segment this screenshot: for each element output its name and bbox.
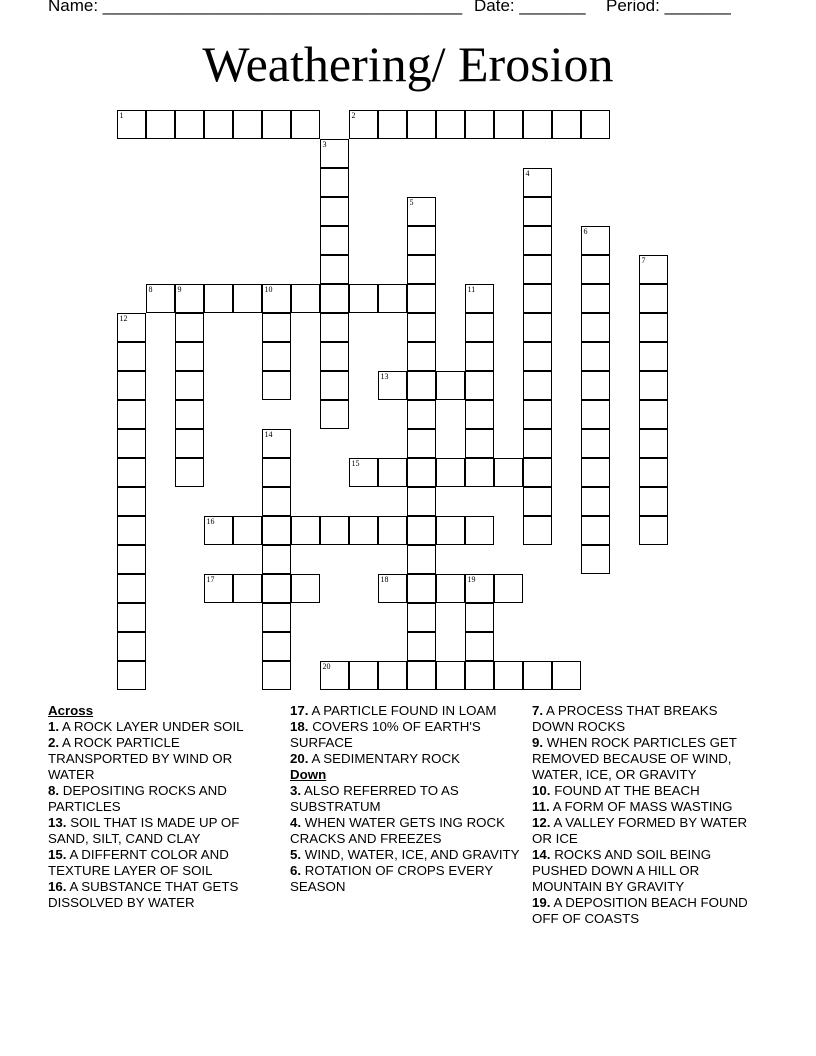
grid-cell[interactable] [436, 661, 465, 690]
grid-cell[interactable] [117, 516, 146, 545]
grid-cell[interactable] [349, 661, 378, 690]
grid-cell[interactable] [523, 110, 552, 139]
grid-cell[interactable] [175, 110, 204, 139]
grid-cell[interactable] [407, 313, 436, 342]
grid-cell[interactable] [407, 545, 436, 574]
clue-text: A SUBSTANCE THAT GETS DISSOLVED BY WATER [48, 879, 239, 910]
grid-cell[interactable] [291, 516, 320, 545]
across-heading: Across [48, 703, 94, 718]
clue-text: WHEN WATER GETS ING ROCK CRACKS AND FREEZES [290, 815, 505, 846]
grid-cell[interactable] [407, 255, 436, 284]
clue-label: 13. [48, 815, 67, 830]
across-clue [48, 847, 280, 879]
clue-number: 9 [177, 284, 182, 294]
grid-cell[interactable] [262, 342, 291, 371]
grid-cell[interactable] [465, 429, 494, 458]
down-heading: Down [290, 767, 327, 782]
clue-text: COVERS 10% OF EARTH'S SURFACE [290, 719, 481, 750]
clue-label: 20. [290, 751, 309, 766]
clue-text: A VALLEY FORMED BY WATER OR ICE [532, 815, 748, 846]
clue-label: 9. [532, 735, 544, 750]
grid-cell[interactable] [581, 226, 610, 255]
down-clue [532, 799, 762, 815]
grid-cell[interactable] [117, 429, 146, 458]
clue-label: 12. [532, 815, 551, 830]
grid-cell[interactable] [523, 400, 552, 429]
grid-cell[interactable] [523, 458, 552, 487]
grid-cell[interactable] [494, 661, 523, 690]
grid-cell[interactable] [320, 255, 349, 284]
grid-cell[interactable] [581, 284, 610, 313]
grid-cell[interactable] [378, 574, 407, 603]
grid-cell[interactable] [465, 110, 494, 139]
grid-cell[interactable] [581, 429, 610, 458]
clue-number: 4 [525, 168, 530, 178]
grid-cell[interactable] [639, 342, 668, 371]
grid-cell[interactable] [465, 632, 494, 661]
clue-text: A SEDIMENTARY ROCK [308, 751, 460, 766]
grid-cell[interactable] [436, 458, 465, 487]
clue-label: 19. [532, 895, 551, 910]
clue-column-1 [48, 703, 280, 911]
clue-number: 10 [264, 284, 273, 294]
grid-cell[interactable] [262, 545, 291, 574]
across-clue [48, 719, 280, 735]
clue-label: 17. [290, 703, 309, 718]
grid-cell[interactable] [204, 110, 233, 139]
grid-cell[interactable] [552, 110, 581, 139]
grid-cell[interactable] [262, 516, 291, 545]
down-clue [532, 815, 762, 847]
grid-cell[interactable] [262, 458, 291, 487]
grid-cell[interactable] [436, 516, 465, 545]
grid-cell[interactable] [407, 487, 436, 516]
grid-cell[interactable] [465, 313, 494, 342]
grid-cell[interactable] [523, 487, 552, 516]
down-clue [290, 847, 520, 863]
clue-text: A DEPOSITION BEACH FOUND OFF OF COASTS [532, 895, 748, 926]
grid-cell[interactable] [407, 574, 436, 603]
clue-number: 20 [322, 661, 331, 671]
down-clue [290, 783, 520, 815]
clue-number: 5 [409, 197, 414, 207]
clue-label: 10. [532, 783, 551, 798]
grid-cell[interactable] [175, 313, 204, 342]
down-clue [532, 847, 762, 895]
grid-cell[interactable] [465, 516, 494, 545]
grid-cell[interactable] [117, 458, 146, 487]
period-field[interactable]: Period: _______ [606, 0, 731, 15]
clue-column-3 [532, 703, 762, 927]
grid-cell[interactable] [581, 371, 610, 400]
clue-label: 16. [48, 879, 67, 894]
grid-cell[interactable] [581, 458, 610, 487]
grid-cell[interactable] [117, 632, 146, 661]
grid-cell[interactable] [465, 371, 494, 400]
grid-cell[interactable] [523, 226, 552, 255]
grid-cell[interactable] [465, 574, 494, 603]
grid-cell[interactable] [320, 661, 349, 690]
down-clue [532, 735, 762, 783]
grid-cell[interactable] [523, 197, 552, 226]
clue-number: 3 [322, 139, 327, 149]
grid-cell[interactable] [291, 574, 320, 603]
grid-cell[interactable] [204, 516, 233, 545]
clue-text: WIND, WATER, ICE, AND GRAVITY [301, 847, 520, 862]
grid-cell[interactable] [262, 284, 291, 313]
grid-cell[interactable] [523, 255, 552, 284]
grid-cell[interactable] [175, 458, 204, 487]
grid-cell[interactable] [349, 284, 378, 313]
grid-cell[interactable] [233, 110, 262, 139]
clue-number: 14 [264, 429, 273, 439]
grid-cell[interactable] [117, 371, 146, 400]
grid-cell[interactable] [204, 574, 233, 603]
grid-cell[interactable] [146, 284, 175, 313]
grid-cell[interactable] [233, 516, 262, 545]
grid-cell[interactable] [581, 313, 610, 342]
grid-cell[interactable] [262, 632, 291, 661]
across-clue [48, 783, 280, 815]
grid-cell[interactable] [320, 371, 349, 400]
clue-text: WHEN ROCK PARTICLES GET REMOVED BECAUSE OF WIND, WATER, ICE, OR GRAVITY [532, 735, 737, 782]
clue-number: 19 [467, 574, 476, 584]
clue-number: 11 [467, 284, 476, 294]
clue-label: 15. [48, 847, 67, 862]
clue-column-2 [290, 703, 520, 895]
grid-cell[interactable] [320, 168, 349, 197]
clue-number: 8 [148, 284, 153, 294]
clue-label: 1. [48, 719, 60, 734]
grid-cell[interactable] [581, 400, 610, 429]
grid-cell[interactable] [349, 516, 378, 545]
grid-cell[interactable] [523, 168, 552, 197]
clue-text: DEPOSITING ROCKS AND PARTICLES [48, 783, 227, 814]
grid-cell[interactable] [581, 342, 610, 371]
clue-text: A PROCESS THAT BREAKS DOWN ROCKS [532, 703, 718, 734]
across-clue [48, 815, 280, 847]
grid-cell[interactable] [436, 110, 465, 139]
grid-cell[interactable] [117, 487, 146, 516]
clue-label: 5. [290, 847, 302, 862]
grid-cell[interactable] [320, 284, 349, 313]
page-title: Weathering/ Erosion [202, 36, 614, 92]
grid-cell[interactable] [523, 284, 552, 313]
grid-cell[interactable] [117, 603, 146, 632]
clue-number: 16 [206, 516, 215, 526]
grid-cell[interactable] [639, 487, 668, 516]
grid-cell[interactable] [117, 574, 146, 603]
down-clue [290, 863, 520, 895]
grid-cell[interactable] [639, 458, 668, 487]
grid-cell[interactable] [117, 661, 146, 690]
clue-label: 4. [290, 815, 302, 830]
grid-cell[interactable] [407, 429, 436, 458]
grid-cell[interactable] [639, 255, 668, 284]
grid-cell[interactable] [436, 574, 465, 603]
clue-text: SOIL THAT IS MADE UP OF SAND, SILT, CAND CLAY [48, 815, 240, 846]
grid-cell[interactable] [320, 400, 349, 429]
grid-cell[interactable] [175, 429, 204, 458]
grid-cell[interactable] [465, 400, 494, 429]
grid-cell[interactable] [262, 371, 291, 400]
clue-text: ROTATION OF CROPS EVERY SEASON [290, 863, 493, 894]
grid-cell[interactable] [407, 284, 436, 313]
grid-cell[interactable] [436, 371, 465, 400]
down-clue [532, 895, 762, 927]
grid-cell[interactable] [639, 313, 668, 342]
grid-cell[interactable] [262, 603, 291, 632]
grid-cell[interactable] [494, 458, 523, 487]
grid-cell[interactable] [378, 661, 407, 690]
grid-cell[interactable] [262, 487, 291, 516]
grid-cell[interactable] [378, 284, 407, 313]
grid-cell[interactable] [117, 313, 146, 342]
grid-cell[interactable] [291, 284, 320, 313]
grid-cell[interactable] [262, 313, 291, 342]
grid-cell[interactable] [581, 516, 610, 545]
grid-cell[interactable] [465, 458, 494, 487]
down-clue [532, 703, 762, 735]
grid-cell[interactable] [581, 545, 610, 574]
grid-cell[interactable] [320, 313, 349, 342]
clue-text: ROCKS AND SOIL BEING PUSHED DOWN A HILL OR MOUNTAIN BY GRAVITY [532, 847, 712, 894]
grid-cell[interactable] [407, 110, 436, 139]
clue-number: 6 [583, 226, 588, 236]
clue-text: A PARTICLE FOUND IN LOAM [308, 703, 497, 718]
grid-cell[interactable] [378, 516, 407, 545]
grid-cell[interactable] [204, 284, 233, 313]
grid-cell[interactable] [320, 197, 349, 226]
clue-text: A FORM OF MASS WASTING [549, 799, 733, 814]
grid-cell[interactable] [175, 284, 204, 313]
grid-cell[interactable] [407, 661, 436, 690]
clue-number: 17 [206, 574, 215, 584]
down-clue [532, 783, 762, 799]
clue-number: 7 [641, 255, 646, 265]
grid-cell[interactable] [407, 458, 436, 487]
grid-cell[interactable] [233, 284, 262, 313]
grid-cell[interactable] [465, 342, 494, 371]
grid-cell[interactable] [639, 516, 668, 545]
clue-number: 12 [119, 313, 128, 323]
grid-cell[interactable] [349, 458, 378, 487]
grid-cell[interactable] [262, 661, 291, 690]
grid-cell[interactable] [320, 516, 349, 545]
grid-cell[interactable] [320, 342, 349, 371]
grid-cell[interactable] [407, 400, 436, 429]
clue-label: 6. [290, 863, 302, 878]
grid-cell[interactable] [639, 371, 668, 400]
grid-cell[interactable] [407, 342, 436, 371]
grid-cell[interactable] [523, 661, 552, 690]
grid-cell[interactable] [552, 661, 581, 690]
grid-cell[interactable] [175, 342, 204, 371]
clue-text: A ROCK PARTICLE TRANSPORTED BY WIND OR WATER [48, 735, 233, 782]
clue-label: 8. [48, 783, 60, 798]
grid-cell[interactable] [175, 400, 204, 429]
clue-label: 18. [290, 719, 309, 734]
grid-cell[interactable] [465, 284, 494, 313]
grid-cell[interactable] [639, 400, 668, 429]
grid-cell[interactable] [523, 342, 552, 371]
clue-label: 2. [48, 735, 60, 750]
grid-cell[interactable] [465, 661, 494, 690]
grid-cell[interactable] [581, 487, 610, 516]
grid-cell[interactable] [407, 371, 436, 400]
date-field[interactable]: Date: _______ [474, 0, 586, 15]
grid-cell[interactable] [320, 226, 349, 255]
clue-number: 13 [380, 371, 389, 381]
clue-number: 2 [351, 110, 356, 120]
grid-cell[interactable] [523, 516, 552, 545]
grid-cell[interactable] [349, 110, 378, 139]
grid-cell[interactable] [262, 110, 291, 139]
down-clue [290, 815, 520, 847]
grid-cell[interactable] [407, 516, 436, 545]
clue-text: FOUND AT THE BEACH [550, 783, 700, 798]
clue-text: ALSO REFERRED TO AS SUBSTRATUM [290, 783, 459, 814]
clue-number: 1 [119, 110, 124, 120]
grid-cell[interactable] [407, 226, 436, 255]
grid-cell[interactable] [523, 429, 552, 458]
clue-number: 15 [351, 458, 360, 468]
grid-cell[interactable] [523, 313, 552, 342]
grid-cell[interactable] [378, 371, 407, 400]
grid-cell[interactable] [320, 139, 349, 168]
clue-number: 18 [380, 574, 389, 584]
grid-cell[interactable] [407, 603, 436, 632]
grid-cell[interactable] [407, 197, 436, 226]
grid-cell[interactable] [175, 371, 204, 400]
grid-cell[interactable] [523, 371, 552, 400]
grid-cell[interactable] [639, 284, 668, 313]
grid-cell[interactable] [407, 632, 436, 661]
grid-cell[interactable] [378, 458, 407, 487]
across-clue [290, 751, 520, 767]
clue-label: 14. [532, 847, 551, 862]
across-clue [290, 703, 520, 719]
across-clue [48, 735, 280, 783]
grid-cell[interactable] [581, 110, 610, 139]
grid-cell[interactable] [117, 545, 146, 574]
grid-cell[interactable] [378, 110, 407, 139]
grid-cell[interactable] [117, 400, 146, 429]
clue-label: 3. [290, 783, 302, 798]
grid-cell[interactable] [233, 574, 262, 603]
across-clue [290, 719, 520, 751]
clue-label: 7. [532, 703, 544, 718]
grid-cell[interactable] [581, 255, 610, 284]
grid-cell[interactable] [494, 574, 523, 603]
grid-cell[interactable] [465, 603, 494, 632]
grid-cell[interactable] [494, 110, 523, 139]
grid-cell[interactable] [117, 110, 146, 139]
across-clue [48, 879, 280, 911]
clue-text: A ROCK LAYER UNDER SOIL [59, 719, 244, 734]
clue-label: 11. [532, 799, 550, 814]
clue-text: A DIFFERNT COLOR AND TEXTURE LAYER OF SOIL [48, 847, 229, 878]
grid-cell[interactable] [146, 110, 175, 139]
grid-cell[interactable] [291, 110, 320, 139]
grid-cell[interactable] [117, 342, 146, 371]
grid-cell[interactable] [262, 574, 291, 603]
grid-cell[interactable] [639, 429, 668, 458]
name-field[interactable]: Name: ______________________________________ [48, 0, 463, 15]
grid-cell[interactable] [262, 429, 291, 458]
